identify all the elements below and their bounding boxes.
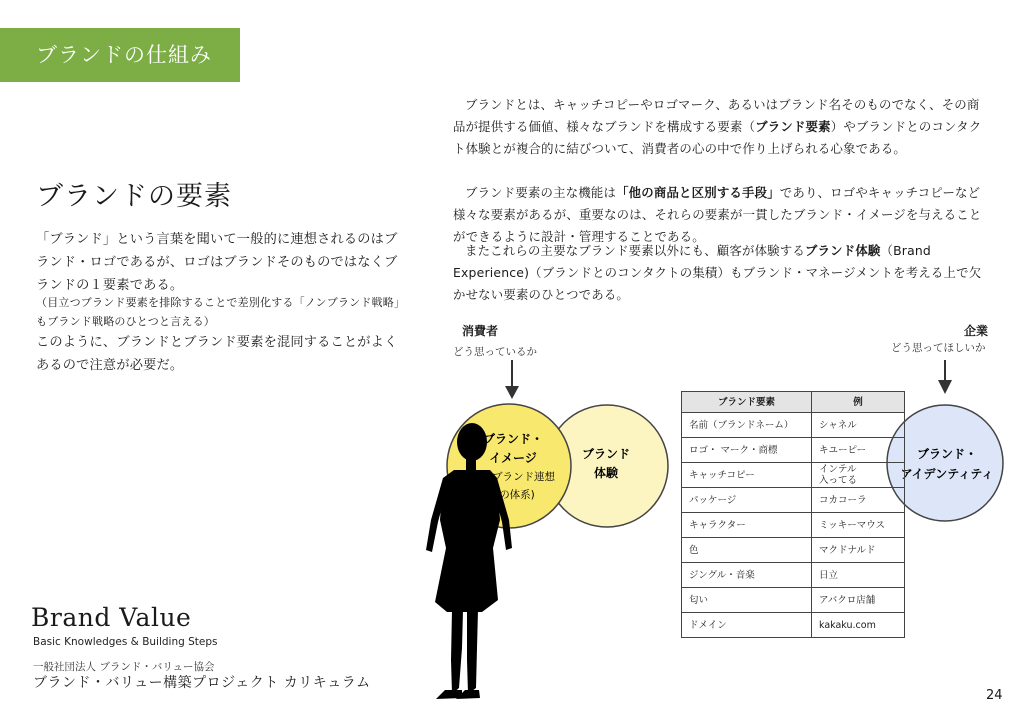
brand-image-line-2: イメージ <box>489 451 537 465</box>
table-cell-example: マクドナルド <box>812 538 905 563</box>
company-arrow-head <box>938 380 952 394</box>
table-cell-example: 日立 <box>812 563 905 588</box>
table-cell-example: コカコーラ <box>812 488 905 513</box>
organization-name: 一般社団法人 ブランド・バリュー協会 <box>33 661 215 673</box>
table-cell-element: 色 <box>682 538 812 563</box>
brand-identity-line-2: アイデンティティ <box>900 467 994 481</box>
table-row <box>682 438 905 463</box>
table-row <box>682 538 905 563</box>
left-paragraph-2: （目立つブランド要素を排除することで差別化する「ノンブランド戦略」もブランド戦略のひとつと言える） <box>36 296 406 328</box>
table-header-row <box>682 392 905 413</box>
table-row <box>682 613 905 638</box>
consumer-arrow-head <box>505 386 519 399</box>
brand-image-line-4: の体系) <box>499 489 535 501</box>
page-number: 24 <box>986 688 1003 703</box>
table-cell-element: ロゴ・ マーク・商標 <box>682 438 812 463</box>
table-cell-element: パッケージ <box>682 488 812 513</box>
brand-element-table <box>681 391 905 638</box>
right-paragraph-2: ブランド要素の主な機能は「他の商品と区別する手段」であり、ロゴやキャッチコピーなど様々な要素があるが、重要なのは、それらの要素が一貫したブランド・イメージを与えることができるように設計・管理することである。 <box>453 185 982 244</box>
brand-identity-line-1: ブランド・ <box>916 447 978 461</box>
right-paragraph-3: またこれらの主要なブランド要素以外にも、顧客が体験するブランド体験（Brand Experience)（ブランドとのコンタクトの集積）もブランド・マネージメントを考える上で欠かせない要素のひとつである。 <box>453 243 982 302</box>
table-header-element: ブランド要素 <box>682 392 812 413</box>
table-cell-element: ドメイン <box>682 613 812 638</box>
table-row <box>682 513 905 538</box>
left-paragraph-3: このように、ブランドとブランド要素を混同することがよくあるので注意が必要だ。 <box>36 335 398 373</box>
table-cell-example: ミッキーマウス <box>812 513 905 538</box>
curriculum-title: ブランド・バリュー構築プロジェクト カリキュラム <box>33 675 371 691</box>
table-cell-element: 名前（ブランドネーム） <box>682 413 812 438</box>
company-label: 企業 <box>964 324 989 338</box>
right-paragraph-1: ブランドとは、キャッチコピーやロゴマーク、あるいはブランド名そのものでなく、その商品が提供する価値、様々なブランドを構成する要素（ブランド要素）やブランドとのコンタクト体験とが複合的に結びついて、消費者の心の中で作り上げられる心象である。 <box>453 97 982 156</box>
table-row <box>682 563 905 588</box>
brand-value-logo: Brand Value <box>31 603 192 632</box>
table-cell-example: インテル 入ってる <box>812 463 905 488</box>
consumer-label: 消費者 <box>462 324 499 338</box>
left-paragraph-1: 「ブランド」という言葉を聞いて一般的に連想されるのはブランド・ロゴであるが、ロゴはブランドそのものではなくブランドの１要素である。 <box>36 232 398 293</box>
table-cell-example: kakaku.com <box>812 613 905 638</box>
table-cell-element: キャッチコピー <box>682 463 812 488</box>
brand-image-line-3: (=ブランド連想 <box>479 471 555 483</box>
table-cell-example: シャネル <box>812 413 905 438</box>
table-cell-example: キユーピー <box>812 438 905 463</box>
logo-tagline: Basic Knowledges & Building Steps <box>33 636 218 648</box>
table-cell-element: 匂い <box>682 588 812 613</box>
brand-experience-line-1: ブランド <box>581 447 631 461</box>
consumer-sublabel: どう思っているか <box>453 346 537 358</box>
table-header-example: 例 <box>812 392 905 413</box>
table-row <box>682 588 905 613</box>
section-tab: ブランドの仕組み <box>0 28 240 82</box>
table-cell-example: アバクロ店舗 <box>812 588 905 613</box>
table-row <box>682 463 905 488</box>
table-row <box>682 488 905 513</box>
page-heading: ブランドの要素 <box>36 181 232 212</box>
company-sublabel: どう思ってほしいか <box>891 342 986 354</box>
table-cell-element: ジングル・音楽 <box>682 563 812 588</box>
table-cell-element: キャラクター <box>682 513 812 538</box>
table-row <box>682 413 905 438</box>
brand-image-line-1: ブランド・ <box>482 432 544 446</box>
brand-experience-line-2: 体験 <box>593 466 619 480</box>
